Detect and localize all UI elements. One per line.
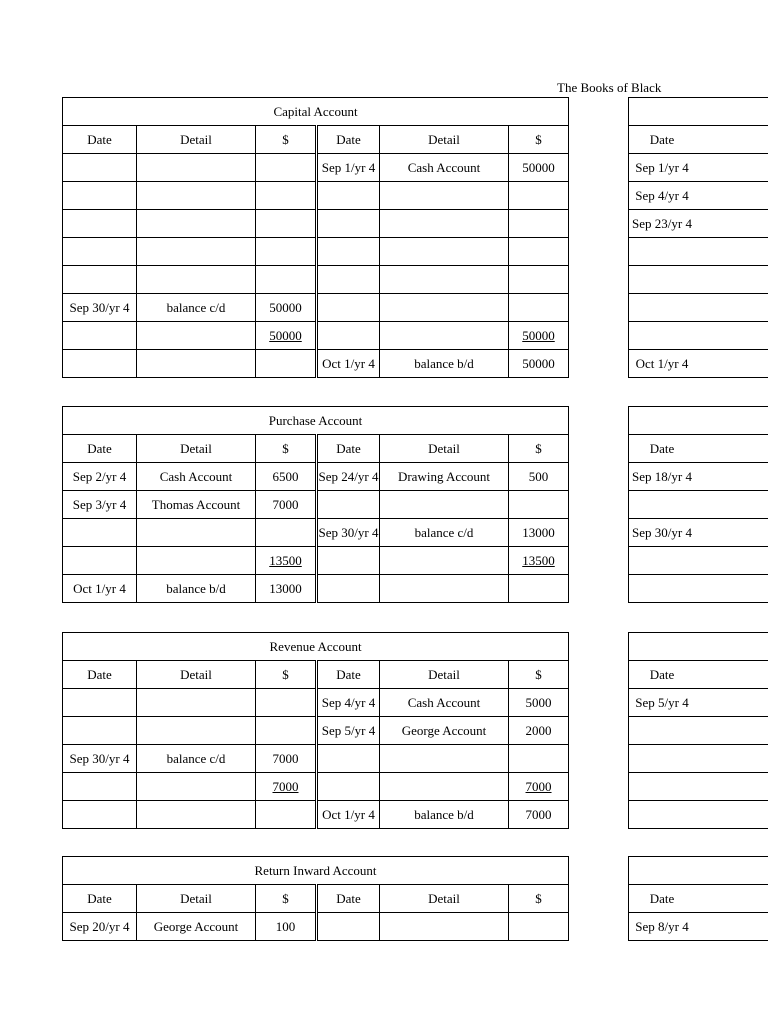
side-ledger-4 bbox=[628, 856, 768, 941]
debit-amount bbox=[256, 519, 317, 547]
side-date bbox=[629, 322, 768, 350]
book-title: The Books of Black bbox=[557, 80, 662, 95]
detail-header: Detail bbox=[137, 885, 256, 913]
credit-amount bbox=[509, 210, 569, 238]
credit-detail: Cash Account bbox=[380, 154, 509, 182]
credit-amount bbox=[509, 575, 569, 603]
debit-detail bbox=[137, 350, 256, 378]
credit-date: Oct 1/yr 4 bbox=[317, 350, 380, 378]
detail-header: Detail bbox=[380, 885, 509, 913]
account-title: Capital Account bbox=[63, 98, 569, 126]
debit-detail: Thomas Account bbox=[137, 491, 256, 519]
credit-date bbox=[317, 182, 380, 210]
debit-date bbox=[63, 773, 137, 801]
credit-detail: George Account bbox=[380, 717, 509, 745]
credit-amount bbox=[509, 182, 569, 210]
ledger-row bbox=[63, 350, 569, 378]
debit-detail bbox=[137, 547, 256, 575]
debit-date: Sep 30/yr 4 bbox=[63, 745, 137, 773]
debit-total: 7000 bbox=[256, 773, 317, 801]
credit-date bbox=[317, 238, 380, 266]
ledger-row bbox=[63, 463, 569, 491]
side-ledger-3 bbox=[628, 632, 768, 829]
credit-amount: 13000 bbox=[509, 519, 569, 547]
credit-amount: 2000 bbox=[509, 717, 569, 745]
total-row bbox=[63, 773, 569, 801]
side-date bbox=[629, 491, 768, 519]
credit-detail bbox=[380, 294, 509, 322]
side-date: Sep 8/yr 4 bbox=[629, 913, 768, 941]
date-header: Date bbox=[63, 435, 137, 463]
credit-amount bbox=[509, 238, 569, 266]
debit-amount bbox=[256, 182, 317, 210]
debit-amount: 13000 bbox=[256, 575, 317, 603]
debit-detail bbox=[137, 717, 256, 745]
ledger-row bbox=[63, 519, 569, 547]
debit-date bbox=[63, 322, 137, 350]
detail-header: Detail bbox=[137, 126, 256, 154]
debit-detail bbox=[137, 322, 256, 350]
amount-header: $ bbox=[256, 661, 317, 689]
credit-detail bbox=[380, 210, 509, 238]
credit-amount: 7000 bbox=[509, 801, 569, 829]
debit-detail: George Account bbox=[137, 913, 256, 941]
total-row bbox=[63, 322, 569, 350]
side-title-cell bbox=[629, 857, 768, 885]
ledger-row bbox=[63, 238, 569, 266]
side-date-header: Date bbox=[629, 126, 768, 154]
credit-amount bbox=[509, 294, 569, 322]
debit-date: Sep 30/yr 4 bbox=[63, 294, 137, 322]
side-ledger-2 bbox=[628, 406, 768, 603]
credit-date: Oct 1/yr 4 bbox=[317, 801, 380, 829]
debit-detail bbox=[137, 773, 256, 801]
date-header: Date bbox=[317, 126, 380, 154]
debit-date bbox=[63, 519, 137, 547]
side-date bbox=[629, 575, 768, 603]
side-date: Sep 4/yr 4 bbox=[629, 182, 768, 210]
debit-amount bbox=[256, 717, 317, 745]
credit-date bbox=[317, 210, 380, 238]
debit-amount: 7000 bbox=[256, 491, 317, 519]
debit-amount bbox=[256, 210, 317, 238]
credit-date: Sep 1/yr 4 bbox=[317, 154, 380, 182]
debit-detail: Cash Account bbox=[137, 463, 256, 491]
side-date-header: Date bbox=[629, 661, 768, 689]
side-date bbox=[629, 294, 768, 322]
side-date bbox=[629, 238, 768, 266]
ledger-row bbox=[63, 182, 569, 210]
credit-date bbox=[317, 913, 380, 941]
debit-amount: 6500 bbox=[256, 463, 317, 491]
debit-date bbox=[63, 154, 137, 182]
credit-detail: balance b/d bbox=[380, 350, 509, 378]
side-date: Sep 23/yr 4 bbox=[629, 210, 768, 238]
debit-detail bbox=[137, 238, 256, 266]
side-ledger-1 bbox=[628, 97, 768, 378]
debit-date: Sep 20/yr 4 bbox=[63, 913, 137, 941]
debit-detail: balance c/d bbox=[137, 745, 256, 773]
debit-amount bbox=[256, 350, 317, 378]
credit-amount: 5000 bbox=[509, 689, 569, 717]
debit-detail bbox=[137, 182, 256, 210]
side-title-cell bbox=[629, 98, 768, 126]
credit-date: Sep 5/yr 4 bbox=[317, 717, 380, 745]
amount-header: $ bbox=[256, 885, 317, 913]
credit-date: Sep 4/yr 4 bbox=[317, 689, 380, 717]
debit-date bbox=[63, 547, 137, 575]
revenue-account-ledger bbox=[62, 632, 569, 829]
date-header: Date bbox=[63, 126, 137, 154]
side-date: Sep 18/yr 4 bbox=[629, 463, 768, 491]
detail-header: Detail bbox=[137, 435, 256, 463]
debit-amount bbox=[256, 266, 317, 294]
ledger-row bbox=[63, 575, 569, 603]
side-date bbox=[629, 745, 768, 773]
debit-amount: 100 bbox=[256, 913, 317, 941]
credit-detail bbox=[380, 266, 509, 294]
credit-amount: 500 bbox=[509, 463, 569, 491]
side-date-header: Date bbox=[629, 885, 768, 913]
credit-date bbox=[317, 745, 380, 773]
debit-amount bbox=[256, 689, 317, 717]
side-date bbox=[629, 547, 768, 575]
debit-date: Oct 1/yr 4 bbox=[63, 575, 137, 603]
amount-header: $ bbox=[509, 126, 569, 154]
ledger-row bbox=[63, 745, 569, 773]
ledger-row bbox=[63, 294, 569, 322]
credit-detail bbox=[380, 238, 509, 266]
debit-detail bbox=[137, 154, 256, 182]
debit-date bbox=[63, 801, 137, 829]
credit-date bbox=[317, 575, 380, 603]
ledger-row bbox=[63, 689, 569, 717]
debit-detail bbox=[137, 210, 256, 238]
credit-amount: 50000 bbox=[509, 154, 569, 182]
credit-amount bbox=[509, 491, 569, 519]
debit-date bbox=[63, 238, 137, 266]
amount-header: $ bbox=[509, 661, 569, 689]
credit-date bbox=[317, 266, 380, 294]
side-date bbox=[629, 266, 768, 294]
debit-detail bbox=[137, 519, 256, 547]
ledger-row bbox=[63, 913, 569, 941]
date-header: Date bbox=[317, 885, 380, 913]
credit-detail bbox=[380, 575, 509, 603]
return-inward-account-ledger bbox=[62, 856, 569, 941]
credit-amount bbox=[509, 913, 569, 941]
credit-detail bbox=[380, 913, 509, 941]
amount-header: $ bbox=[256, 435, 317, 463]
debit-detail bbox=[137, 801, 256, 829]
debit-date bbox=[63, 182, 137, 210]
debit-total: 50000 bbox=[256, 322, 317, 350]
credit-date: Sep 30/yr 4 bbox=[317, 519, 380, 547]
credit-detail: balance c/d bbox=[380, 519, 509, 547]
amount-header: $ bbox=[509, 885, 569, 913]
credit-total: 7000 bbox=[509, 773, 569, 801]
debit-date bbox=[63, 210, 137, 238]
credit-amount bbox=[509, 745, 569, 773]
debit-amount bbox=[256, 801, 317, 829]
date-header: Date bbox=[63, 885, 137, 913]
total-row bbox=[63, 547, 569, 575]
credit-detail bbox=[380, 182, 509, 210]
debit-amount: 50000 bbox=[256, 294, 317, 322]
purchase-account-ledger bbox=[62, 406, 569, 603]
debit-amount bbox=[256, 238, 317, 266]
debit-detail: balance c/d bbox=[137, 294, 256, 322]
credit-date bbox=[317, 547, 380, 575]
debit-detail bbox=[137, 689, 256, 717]
side-date: Sep 30/yr 4 bbox=[629, 519, 768, 547]
debit-total: 13500 bbox=[256, 547, 317, 575]
credit-detail: Cash Account bbox=[380, 689, 509, 717]
date-header: Date bbox=[317, 661, 380, 689]
debit-amount: 7000 bbox=[256, 745, 317, 773]
credit-total: 13500 bbox=[509, 547, 569, 575]
credit-detail bbox=[380, 745, 509, 773]
date-header: Date bbox=[63, 661, 137, 689]
credit-detail bbox=[380, 773, 509, 801]
detail-header: Detail bbox=[137, 661, 256, 689]
ledger-row bbox=[63, 801, 569, 829]
credit-date bbox=[317, 491, 380, 519]
detail-header: Detail bbox=[380, 661, 509, 689]
detail-header: Detail bbox=[380, 435, 509, 463]
account-title: Revenue Account bbox=[63, 633, 569, 661]
debit-date bbox=[63, 717, 137, 745]
credit-date: Sep 24/yr 4 bbox=[317, 463, 380, 491]
credit-detail bbox=[380, 322, 509, 350]
debit-detail: balance b/d bbox=[137, 575, 256, 603]
date-header: Date bbox=[317, 435, 380, 463]
side-date: Sep 5/yr 4 bbox=[629, 689, 768, 717]
debit-date bbox=[63, 350, 137, 378]
credit-detail: balance b/d bbox=[380, 801, 509, 829]
credit-date bbox=[317, 773, 380, 801]
credit-date bbox=[317, 322, 380, 350]
credit-detail bbox=[380, 547, 509, 575]
credit-date bbox=[317, 294, 380, 322]
side-date bbox=[629, 801, 768, 829]
debit-date bbox=[63, 689, 137, 717]
side-date bbox=[629, 717, 768, 745]
capital-account-ledger bbox=[62, 97, 569, 378]
side-date: Sep 1/yr 4 bbox=[629, 154, 768, 182]
ledger-row bbox=[63, 210, 569, 238]
debit-detail bbox=[137, 266, 256, 294]
ledger-row bbox=[63, 717, 569, 745]
account-title: Purchase Account bbox=[63, 407, 569, 435]
credit-amount: 50000 bbox=[509, 350, 569, 378]
detail-header: Detail bbox=[380, 126, 509, 154]
side-date: Oct 1/yr 4 bbox=[629, 350, 768, 378]
amount-header: $ bbox=[256, 126, 317, 154]
ledger-row bbox=[63, 491, 569, 519]
side-title-cell bbox=[629, 407, 768, 435]
amount-header: $ bbox=[509, 435, 569, 463]
side-date-header: Date bbox=[629, 435, 768, 463]
ledger-row bbox=[63, 154, 569, 182]
credit-total: 50000 bbox=[509, 322, 569, 350]
credit-amount bbox=[509, 266, 569, 294]
debit-date bbox=[63, 266, 137, 294]
credit-detail bbox=[380, 491, 509, 519]
side-title-cell bbox=[629, 633, 768, 661]
debit-amount bbox=[256, 154, 317, 182]
ledger-row bbox=[63, 266, 569, 294]
account-title: Return Inward Account bbox=[63, 857, 569, 885]
debit-date: Sep 3/yr 4 bbox=[63, 491, 137, 519]
debit-date: Sep 2/yr 4 bbox=[63, 463, 137, 491]
side-date bbox=[629, 773, 768, 801]
credit-detail: Drawing Account bbox=[380, 463, 509, 491]
